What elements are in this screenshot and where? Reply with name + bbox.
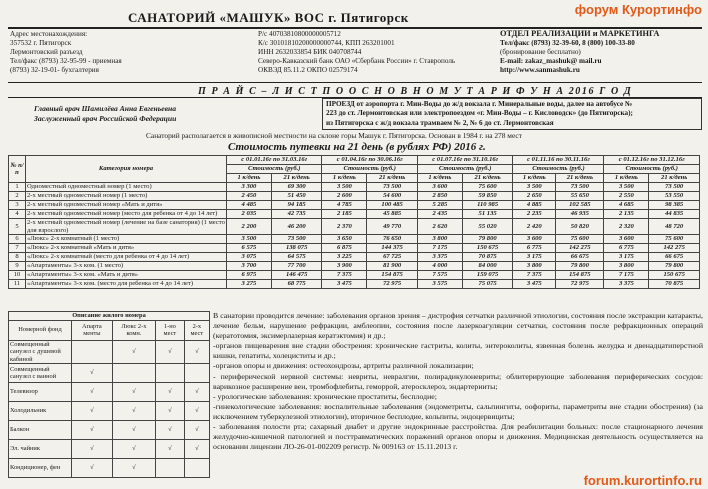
price-per-day: 3 500 bbox=[604, 183, 649, 192]
price-row bbox=[9, 219, 700, 235]
price-21-days: 66 675 bbox=[649, 253, 700, 262]
price-per-day: 4 885 bbox=[513, 201, 556, 210]
room-col-header: Люкс 2-х комн. bbox=[112, 320, 155, 340]
row-number: 1 bbox=[9, 183, 26, 192]
price-21-days: 75 600 bbox=[556, 235, 604, 244]
room-category: «Люкс» 2-х комнатный (1 место) bbox=[26, 235, 227, 244]
room-col-header: Номерной фонд bbox=[9, 320, 72, 340]
price-per-day: 3 375 bbox=[604, 280, 649, 289]
price-per-day: 3 650 bbox=[322, 235, 367, 244]
row-number: 3 bbox=[9, 201, 26, 210]
check-mark: √ bbox=[112, 402, 155, 421]
marketing-note: (бронирование бесплатно) bbox=[500, 48, 581, 56]
treatment-paragraph: -органов опоры и движения: остеохондрозы, артриты различной локализации; bbox=[213, 361, 474, 371]
price-row bbox=[9, 262, 700, 271]
row-number: 7 bbox=[9, 244, 26, 253]
check-mark: √ bbox=[112, 421, 155, 440]
price-per-day: 2 320 bbox=[604, 219, 649, 235]
price-per-day: 7 175 bbox=[417, 244, 462, 253]
cost-label: Стоимость (руб.) bbox=[322, 165, 417, 174]
route-box bbox=[322, 98, 702, 130]
check-mark bbox=[112, 364, 155, 383]
room-description-table bbox=[8, 311, 210, 478]
room-category: 2-х местный одноместный номер (место для ребенка от 4 до 14 лет) bbox=[26, 210, 227, 219]
price-per-day: 3 375 bbox=[417, 253, 462, 262]
col-number-header: № п/п bbox=[9, 156, 26, 183]
price-per-day: 2 185 bbox=[322, 210, 367, 219]
price-per-day: 3 500 bbox=[513, 183, 556, 192]
price-21-days: 69 300 bbox=[271, 183, 322, 192]
price-21-days: 42 735 bbox=[271, 210, 322, 219]
price-21-days: 70 875 bbox=[462, 253, 513, 262]
price-row bbox=[9, 271, 700, 280]
check-mark: √ bbox=[184, 421, 209, 440]
room-feature-row bbox=[9, 421, 210, 440]
cost-label: Стоимость (руб.) bbox=[513, 165, 604, 174]
price-21-days: 67 725 bbox=[367, 253, 418, 262]
price-per-day: 2 200 bbox=[227, 219, 272, 235]
route-line: 223 до ст. Лермонтовская или электропоездом «г. Мин-Воды – г. Кисловодск» (до Пятигорска); bbox=[326, 109, 633, 118]
price-list-title: П Р А Й С – Л И С Т П О О С Н О В Н О М У Т А Р И Ф У Н А 2016 Г О Д bbox=[198, 86, 633, 97]
room-feature: Совмещенный санузел с ванной bbox=[9, 364, 72, 383]
route-line: из Пятигорска с ж/д вокзала трамваем № 2, № 6 до ст. Лермонтовская bbox=[326, 118, 554, 127]
bank-line: К/с 30101810200000000744, КПП 263201001 bbox=[258, 39, 395, 47]
price-21-days: 68 775 bbox=[271, 280, 322, 289]
total-label: 21 к/день bbox=[367, 174, 418, 183]
check-mark: √ bbox=[184, 383, 209, 402]
check-mark: √ bbox=[112, 459, 155, 478]
price-per-day: 3 475 bbox=[513, 280, 556, 289]
price-per-day: 7 175 bbox=[604, 271, 649, 280]
total-label: 21 к/день bbox=[462, 174, 513, 183]
price-21-days: 44 835 bbox=[649, 210, 700, 219]
bank-line: ИНН 2632033854 БИК 040708744 bbox=[258, 48, 362, 56]
price-21-days: 138 075 bbox=[271, 244, 322, 253]
price-per-day: 3 900 bbox=[322, 262, 367, 271]
price-21-days: 72 975 bbox=[367, 280, 418, 289]
room-category: «Люкс» 2-х комнатный «Мать и дитя» bbox=[26, 244, 227, 253]
price-21-days: 59 850 bbox=[462, 192, 513, 201]
price-21-days: 84 000 bbox=[462, 262, 513, 271]
row-number: 11 bbox=[9, 280, 26, 289]
price-21-days: 51 135 bbox=[462, 210, 513, 219]
price-21-days: 142 275 bbox=[649, 244, 700, 253]
check-mark: √ bbox=[112, 440, 155, 459]
address-line: 357532 г. Пятигорск bbox=[10, 39, 72, 47]
day-label: 1 к/день bbox=[322, 174, 367, 183]
treatment-paragraph: - периферической нервной системы: невриты, невралгии, полирадикулоневриты; облитерирующие заболевания периферических сосудов: варикозное расширение вен, тромбофлебиты, геморрой, атеросклероз, эндартерииты; bbox=[213, 371, 703, 391]
price-per-day: 4 785 bbox=[322, 201, 367, 210]
treatment-paragraph: -органов пищеварения вне стадии обострения: хронические гастриты, колиты, энтероколиты, язвенная болезнь желудка и двенадцатиперстной кишки, гепатиты, холециститы и др.; bbox=[213, 341, 703, 361]
bank-line: Р/с 40703810800000005712 bbox=[258, 30, 341, 38]
price-per-day: 2 650 bbox=[513, 192, 556, 201]
divider bbox=[8, 82, 702, 83]
check-mark bbox=[72, 340, 113, 364]
room-feature-row bbox=[9, 402, 210, 421]
price-per-day: 5 285 bbox=[417, 201, 462, 210]
price-per-day: 3 475 bbox=[322, 280, 367, 289]
check-mark bbox=[184, 459, 209, 478]
price-per-day: 6 975 bbox=[227, 271, 272, 280]
price-per-day: 3 175 bbox=[604, 253, 649, 262]
price-per-day: 3 600 bbox=[417, 183, 462, 192]
price-21-days: 75 600 bbox=[649, 235, 700, 244]
row-number: 5 bbox=[9, 219, 26, 235]
row-number: 6 bbox=[9, 235, 26, 244]
check-mark: √ bbox=[156, 340, 185, 364]
room-feature: Холодильник bbox=[9, 402, 72, 421]
room-category: 2-х местный одноместный номер «Мать и дитя» bbox=[26, 201, 227, 210]
price-per-day: 3 800 bbox=[604, 262, 649, 271]
price-21-days: 76 650 bbox=[367, 235, 418, 244]
price-21-days: 98 385 bbox=[649, 201, 700, 210]
price-per-day: 3 600 bbox=[513, 235, 556, 244]
phone-line: Тел/факс (8793) 32-95-99 - приемная bbox=[10, 57, 122, 65]
phone-line: (8793) 32-19-01- бухгалтерия bbox=[10, 66, 99, 74]
price-21-days: 150 675 bbox=[649, 271, 700, 280]
bank-line: ОКВЭД 85.11.2 ОКПО 02579174 bbox=[258, 66, 358, 74]
check-mark bbox=[184, 364, 209, 383]
total-label: 21 к/день bbox=[649, 174, 700, 183]
row-number: 9 bbox=[9, 262, 26, 271]
price-row bbox=[9, 183, 700, 192]
price-row bbox=[9, 253, 700, 262]
check-mark bbox=[156, 459, 185, 478]
price-per-day: 3 600 bbox=[604, 235, 649, 244]
price-per-day: 2 035 bbox=[227, 210, 272, 219]
watermark-bottom: forum.kurortinfo.ru bbox=[583, 473, 702, 488]
price-per-day: 4 000 bbox=[417, 262, 462, 271]
day-label: 1 к/день bbox=[604, 174, 649, 183]
price-21-days: 77 700 bbox=[271, 262, 322, 271]
room-feature-row bbox=[9, 440, 210, 459]
price-per-day: 4 485 bbox=[227, 201, 272, 210]
room-category: 2-х местный одноместный номер (1 место) bbox=[26, 192, 227, 201]
period-header: с 01.11.16 по 30.11.16г bbox=[513, 156, 604, 165]
price-21-days: 46 935 bbox=[556, 210, 604, 219]
route-line: ПРОЕЗД от аэропорта г. Мин-Воды до ж/д вокзала г. Минеральные воды, далее на автобусе № bbox=[326, 100, 633, 108]
price-21-days: 73 500 bbox=[649, 183, 700, 192]
check-mark: √ bbox=[72, 402, 113, 421]
check-mark: √ bbox=[156, 383, 185, 402]
sanatorium-title: САНАТОРИЙ «МАШУК» ВОС г. Пятигорск bbox=[128, 10, 409, 25]
price-per-day: 6 775 bbox=[513, 244, 556, 253]
treatment-paragraph: В санатории проводится лечение: заболевания органов зрения – дистрофия сетчатки различной этиологии, состояния после экстракции катаракты, лечение бельм, нарушение рефракции, амблеопии, состояния после лазеркоагуляции сетчатки, состояния после рефракционных операций (кератотомия, эксимерлазерная кератэктомия) и др.; bbox=[213, 311, 703, 341]
price-21-days: 49 770 bbox=[367, 219, 418, 235]
room-feature-row bbox=[9, 383, 210, 402]
check-mark bbox=[156, 364, 185, 383]
price-per-day: 2 550 bbox=[604, 192, 649, 201]
marketing-email[interactable]: E-mail: zakaz_mashuk@ mail.ru bbox=[500, 57, 602, 65]
room-col-header: 1-но мест bbox=[156, 320, 185, 340]
price-21-days: 55 650 bbox=[556, 192, 604, 201]
row-number: 4 bbox=[9, 210, 26, 219]
price-per-day: 3 800 bbox=[417, 235, 462, 244]
check-mark: √ bbox=[184, 440, 209, 459]
price-21-days: 154 875 bbox=[556, 271, 604, 280]
address-block bbox=[10, 30, 122, 75]
price-per-day: 7 375 bbox=[322, 271, 367, 280]
col-category-header: Категория номера bbox=[26, 156, 227, 183]
chief-doctor bbox=[34, 104, 176, 124]
price-per-day: 3 800 bbox=[513, 262, 556, 271]
cost-label: Стоимость (руб.) bbox=[604, 165, 700, 174]
check-mark: √ bbox=[156, 440, 185, 459]
price-21-days: 79 800 bbox=[649, 262, 700, 271]
price-per-day: 3 500 bbox=[322, 183, 367, 192]
price-21-days: 146 475 bbox=[271, 271, 322, 280]
marketing-title: ОТДЕЛ РЕАЛИЗАЦИИ и МАРКЕТИНГА bbox=[500, 29, 660, 38]
price-per-day: 3 225 bbox=[322, 253, 367, 262]
row-number: 2 bbox=[9, 192, 26, 201]
room-category: Одноместный одноместный номер (1 место) bbox=[26, 183, 227, 192]
price-row bbox=[9, 235, 700, 244]
price-per-day: 2 620 bbox=[417, 219, 462, 235]
price-per-day: 2 850 bbox=[417, 192, 462, 201]
price-21-days: 73 500 bbox=[367, 183, 418, 192]
room-col-header: Апарта менты bbox=[72, 320, 113, 340]
price-row bbox=[9, 244, 700, 253]
price-21-days: 55 020 bbox=[462, 219, 513, 235]
check-mark: √ bbox=[156, 421, 185, 440]
location-text: Санаторий располагается в живописной местности на склоне горы Машук г. Пятигорска. Основан в 1984 г. на 278 мест bbox=[146, 131, 522, 140]
marketing-contacts bbox=[500, 28, 659, 75]
room-feature: Телевизор bbox=[9, 383, 72, 402]
price-per-day: 6 875 bbox=[322, 244, 367, 253]
price-21-days: 94 185 bbox=[271, 201, 322, 210]
price-per-day: 3 075 bbox=[227, 253, 272, 262]
check-mark: √ bbox=[184, 340, 209, 364]
price-21-days: 51 450 bbox=[271, 192, 322, 201]
address-line: Адрес местонахождения: bbox=[10, 30, 88, 38]
check-mark: √ bbox=[156, 402, 185, 421]
treatment-paragraph: -гинекологические заболевания: воспалительные заболевания (эндометриты, сальпингиты, оофориты, параметриты вне стадии обострения) (за исключением туберкулезной этиологии), вторичное бесплодие, кольпиты, эндоцервициты; bbox=[213, 401, 703, 421]
chief-doctor-name: Главный врач Шамилёва Анна Евгеньевна bbox=[34, 104, 177, 113]
price-table bbox=[8, 155, 700, 289]
price-21-days: 53 550 bbox=[649, 192, 700, 201]
price-per-day: 2 370 bbox=[322, 219, 367, 235]
period-header: с 01.12.16г по 31.12.16г bbox=[604, 156, 700, 165]
price-21-days: 75 600 bbox=[462, 183, 513, 192]
price-21-days: 70 875 bbox=[649, 280, 700, 289]
room-feature-row bbox=[9, 364, 210, 383]
price-row bbox=[9, 280, 700, 289]
price-per-day: 6 775 bbox=[604, 244, 649, 253]
price-21-days: 110 985 bbox=[462, 201, 513, 210]
bank-line: Северо-Кавказский банк ОАО «Сбербанк России» г. Ставрополь bbox=[258, 57, 456, 65]
period-header: с 01.04.16г по 30.06.16г bbox=[322, 156, 417, 165]
check-mark: √ bbox=[72, 421, 113, 440]
price-21-days: 73 500 bbox=[271, 235, 322, 244]
price-21-days: 150 675 bbox=[462, 244, 513, 253]
price-21-days: 81 900 bbox=[367, 262, 418, 271]
watermark-top: форум Курортинфо bbox=[574, 2, 702, 17]
marketing-website[interactable]: http://www.sanmashuk.ru bbox=[500, 66, 580, 74]
cost-label: Стоимость (руб.) bbox=[417, 165, 512, 174]
cost-title: Стоимость путевки на 21 день (в рублях РФ) 2016 г. bbox=[228, 141, 486, 153]
price-21-days: 102 585 bbox=[556, 201, 604, 210]
price-per-day: 2 450 bbox=[227, 192, 272, 201]
price-21-days: 73 500 bbox=[556, 183, 604, 192]
marketing-phone: Тел/факс (8793) 32-39-60, 8 (800) 100-33-80 bbox=[500, 39, 635, 47]
treatment-paragraph: - заболевания полости рта; сахарный диабет и другие эндокринные расстройства. Для реабилитации больных: после стационарного лечения желудочно-кишечной патологией и посттравматических поражений органов опоры и движения. Медицинская деятельность осуществляется на основании лицензии ЛО-26-01-002209 регистр. № 009163 от 15.11.2013 г. bbox=[213, 422, 703, 452]
price-per-day: 7 575 bbox=[417, 271, 462, 280]
price-21-days: 50 820 bbox=[556, 219, 604, 235]
price-21-days: 79 800 bbox=[556, 262, 604, 271]
check-mark: √ bbox=[72, 383, 113, 402]
treatment-text bbox=[213, 311, 703, 452]
price-21-days: 75 075 bbox=[462, 280, 513, 289]
price-21-days: 46 200 bbox=[271, 219, 322, 235]
day-label: 1 к/день bbox=[417, 174, 462, 183]
day-label: 1 к/день bbox=[227, 174, 272, 183]
price-21-days: 66 675 bbox=[556, 253, 604, 262]
period-header: с 01.01.16г по 31.03.16г bbox=[227, 156, 322, 165]
check-mark: √ bbox=[112, 383, 155, 402]
address-line: Лермонтовский разъезд bbox=[10, 48, 83, 56]
total-label: 21 к/день bbox=[271, 174, 322, 183]
price-per-day: 3 500 bbox=[227, 235, 272, 244]
price-per-day: 2 135 bbox=[604, 210, 649, 219]
price-per-day: 2 235 bbox=[513, 210, 556, 219]
treatment-paragraph: - урологические заболевания: хронические простатиты, бесплодие; bbox=[213, 391, 437, 401]
price-21-days: 72 975 bbox=[556, 280, 604, 289]
price-per-day: 3 275 bbox=[227, 280, 272, 289]
price-per-day: 2 435 bbox=[417, 210, 462, 219]
price-per-day: 4 685 bbox=[604, 201, 649, 210]
room-category: «Люкс» 2-х комнатный (место для ребенка от 4 до 14 лет) bbox=[26, 253, 227, 262]
room-category: «Апартаменты» 3-х ком. «Мать и дитя» bbox=[26, 271, 227, 280]
price-per-day: 6 575 bbox=[227, 244, 272, 253]
price-21-days: 100 485 bbox=[367, 201, 418, 210]
room-feature: Кондиционер, фен bbox=[9, 459, 72, 478]
price-21-days: 154 875 bbox=[367, 271, 418, 280]
room-col-header: 2-х мест bbox=[184, 320, 209, 340]
price-per-day: 3 700 bbox=[227, 262, 272, 271]
period-header: с 01.07.16г по 31.10.16г bbox=[417, 156, 512, 165]
room-feature-row bbox=[9, 459, 210, 478]
check-mark: √ bbox=[112, 340, 155, 364]
cost-label: Стоимость (руб.) bbox=[227, 165, 322, 174]
room-feature-row bbox=[9, 340, 210, 364]
price-per-day: 3 575 bbox=[417, 280, 462, 289]
room-feature: Эл. чайник bbox=[9, 440, 72, 459]
day-label: 1 к/день bbox=[513, 174, 556, 183]
room-category: «Апартаменты» 3-х ком. (1 место) bbox=[26, 262, 227, 271]
bank-details bbox=[258, 30, 455, 75]
price-per-day: 2 420 bbox=[513, 219, 556, 235]
price-21-days: 159 075 bbox=[462, 271, 513, 280]
price-21-days: 144 375 bbox=[367, 244, 418, 253]
room-feature: Балкон bbox=[9, 421, 72, 440]
check-mark: √ bbox=[72, 459, 113, 478]
price-21-days: 54 600 bbox=[367, 192, 418, 201]
check-mark: √ bbox=[72, 364, 113, 383]
row-number: 8 bbox=[9, 253, 26, 262]
price-row bbox=[9, 192, 700, 201]
price-per-day: 3 175 bbox=[513, 253, 556, 262]
check-mark: √ bbox=[72, 440, 113, 459]
price-21-days: 79 800 bbox=[462, 235, 513, 244]
price-21-days: 48 720 bbox=[649, 219, 700, 235]
price-per-day: 7 375 bbox=[513, 271, 556, 280]
price-21-days: 64 575 bbox=[271, 253, 322, 262]
price-row bbox=[9, 201, 700, 210]
room-category: 2-х местный одноместный номер (лечение на базе санатория) (1 место для взрослого) bbox=[27, 219, 225, 234]
price-per-day: 2 600 bbox=[322, 192, 367, 201]
chief-doctor-title: Заслуженный врач Российской Федерации bbox=[34, 114, 177, 123]
price-per-day: 3 300 bbox=[227, 183, 272, 192]
total-label: 21 к/день bbox=[556, 174, 604, 183]
room-category: «Апартаменты» 3-х ком. (место для ребенка от 4 до 14 лет) bbox=[26, 280, 227, 289]
price-21-days: 45 885 bbox=[367, 210, 418, 219]
check-mark: √ bbox=[184, 402, 209, 421]
room-feature: Совмещенный санузел с душевой кабиной bbox=[9, 340, 72, 364]
price-21-days: 142 275 bbox=[556, 244, 604, 253]
row-number: 10 bbox=[9, 271, 26, 280]
room-table-title: Описание жилого номера bbox=[9, 312, 210, 321]
price-row bbox=[9, 210, 700, 219]
